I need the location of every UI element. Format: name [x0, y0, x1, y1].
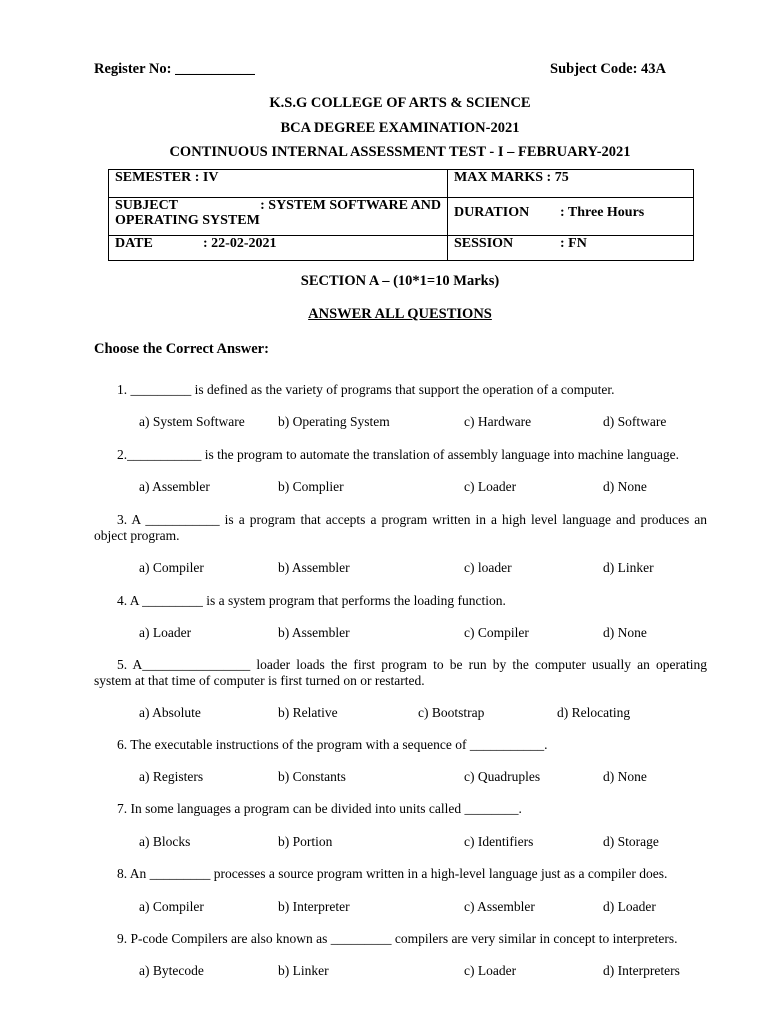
question-6-option-d: d) None [603, 769, 647, 784]
section-instruction: ANSWER ALL QUESTIONS [308, 306, 492, 322]
question-3-option-a: a) Compiler [139, 560, 204, 575]
question-2-option-c: c) Loader [464, 479, 517, 494]
register-number-field: Register No: ___________ [94, 61, 255, 77]
question-4-option-b: b) Assembler [278, 625, 350, 640]
question-8-option-b: b) Interpreter [278, 899, 350, 914]
question-4-option-c: c) Compiler [464, 625, 529, 640]
question-6-option-c: c) Quadruples [464, 769, 541, 784]
question-4-option-a: a) Loader [139, 625, 192, 640]
duration-cell [448, 198, 694, 236]
semester-cell: SEMESTER : IV [109, 170, 448, 198]
question-6-text: 6. The executable instructions of the program with a sequence of ___________. [117, 737, 548, 752]
subject-value-line1: : SYSTEM SOFTWARE AND [260, 198, 441, 213]
question-5-option-b: b) Relative [278, 705, 338, 720]
college-name: K.S.G COLLEGE OF ARTS & SCIENCE [269, 95, 531, 111]
section-title: SECTION A – (10*1=10 Marks) [300, 273, 500, 289]
question-6-option-b: b) Constants [278, 769, 346, 784]
session-cell [448, 236, 694, 261]
question-9-option-d: d) Interpreters [603, 963, 680, 978]
question-9-option-a: a) Bytecode [139, 963, 204, 978]
subject-label: SUBJECT [115, 198, 179, 213]
question-1-option-a: a) System Software [139, 414, 245, 429]
question-2-option-d: d) None [603, 479, 647, 494]
question-8-text: 8. An _________ processes a source program written in a high-level language just as a compiler does. [117, 866, 668, 881]
question-4-option-d: d) None [603, 625, 647, 640]
question-7-option-d: d) Storage [603, 834, 659, 849]
date-value: : 22-02-2021 [203, 236, 277, 251]
session-value: : FN [560, 236, 587, 251]
question-8-option-a: a) Compiler [139, 899, 204, 914]
exam-title: BCA DEGREE EXAMINATION-2021 [280, 120, 520, 136]
question-2-option-a: a) Assembler [139, 479, 210, 494]
duration-label: DURATION [454, 205, 530, 220]
subject-cell [109, 198, 448, 236]
question-9-option-c: c) Loader [464, 963, 517, 978]
question-9-text: 9. P-code Compilers are also known as _________ compilers are very similar in concept to interpreters. [117, 931, 678, 946]
question-1-text: 1. _________ is defined as the variety of programs that support the operation of a computer. [117, 382, 615, 397]
question-7-option-b: b) Portion [278, 834, 333, 849]
question-6-option-a: a) Registers [139, 769, 204, 784]
question-5-option-c: c) Bootstrap [418, 705, 485, 720]
duration-value: : Three Hours [560, 205, 645, 220]
question-3-option-b: b) Assembler [278, 560, 350, 575]
question-1-option-b: b) Operating System [278, 414, 390, 429]
date-label: DATE [115, 236, 153, 251]
question-5-text: 5. A________________ loader loads the first program to be run by the computer usually an operating [117, 657, 707, 672]
test-title: CONTINUOUS INTERNAL ASSESSMENT TEST - I – FEBRUARY-2021 [169, 144, 631, 160]
question-7-option-c: c) Identifiers [464, 834, 534, 849]
question-7-option-a: a) Blocks [139, 834, 191, 849]
max-marks-cell: MAX MARKS : 75 [448, 170, 694, 198]
question-5-option-d: d) Relocating [557, 705, 631, 720]
question-3-text: 3. A ___________ is a program that accepts a program written in a high level language and produces an [117, 512, 707, 527]
question-5-option-a: a) Absolute [139, 705, 201, 720]
question-1-option-c: c) Hardware [464, 414, 532, 429]
choose-heading: Choose the Correct Answer: [94, 341, 269, 357]
question-3-option-c: c) loader [464, 560, 512, 575]
subject-value-line2: OPERATING SYSTEM [115, 213, 260, 228]
question-3-text-continued: object program. [94, 528, 180, 543]
question-7-text: 7. In some languages a program can be divided into units called ________. [117, 801, 522, 816]
exam-info-table [108, 169, 694, 261]
date-cell [109, 236, 448, 261]
question-2-text: 2.___________ is the program to automate the translation of assembly language into machine language. [117, 447, 679, 462]
subject-code: Subject Code: 43A [550, 61, 666, 77]
question-5-text-continued: system at that time of computer is first turned on or restarted. [94, 673, 425, 688]
session-label: SESSION [454, 236, 514, 251]
question-9-option-b: b) Linker [278, 963, 329, 978]
question-2-option-b: b) Complier [278, 479, 344, 494]
question-8-option-d: d) Loader [603, 899, 656, 914]
question-4-text: 4. A _________ is a system program that performs the loading function. [117, 593, 506, 608]
question-8-option-c: c) Assembler [464, 899, 535, 914]
question-3-option-d: d) Linker [603, 560, 654, 575]
question-1-option-d: d) Software [603, 414, 667, 429]
